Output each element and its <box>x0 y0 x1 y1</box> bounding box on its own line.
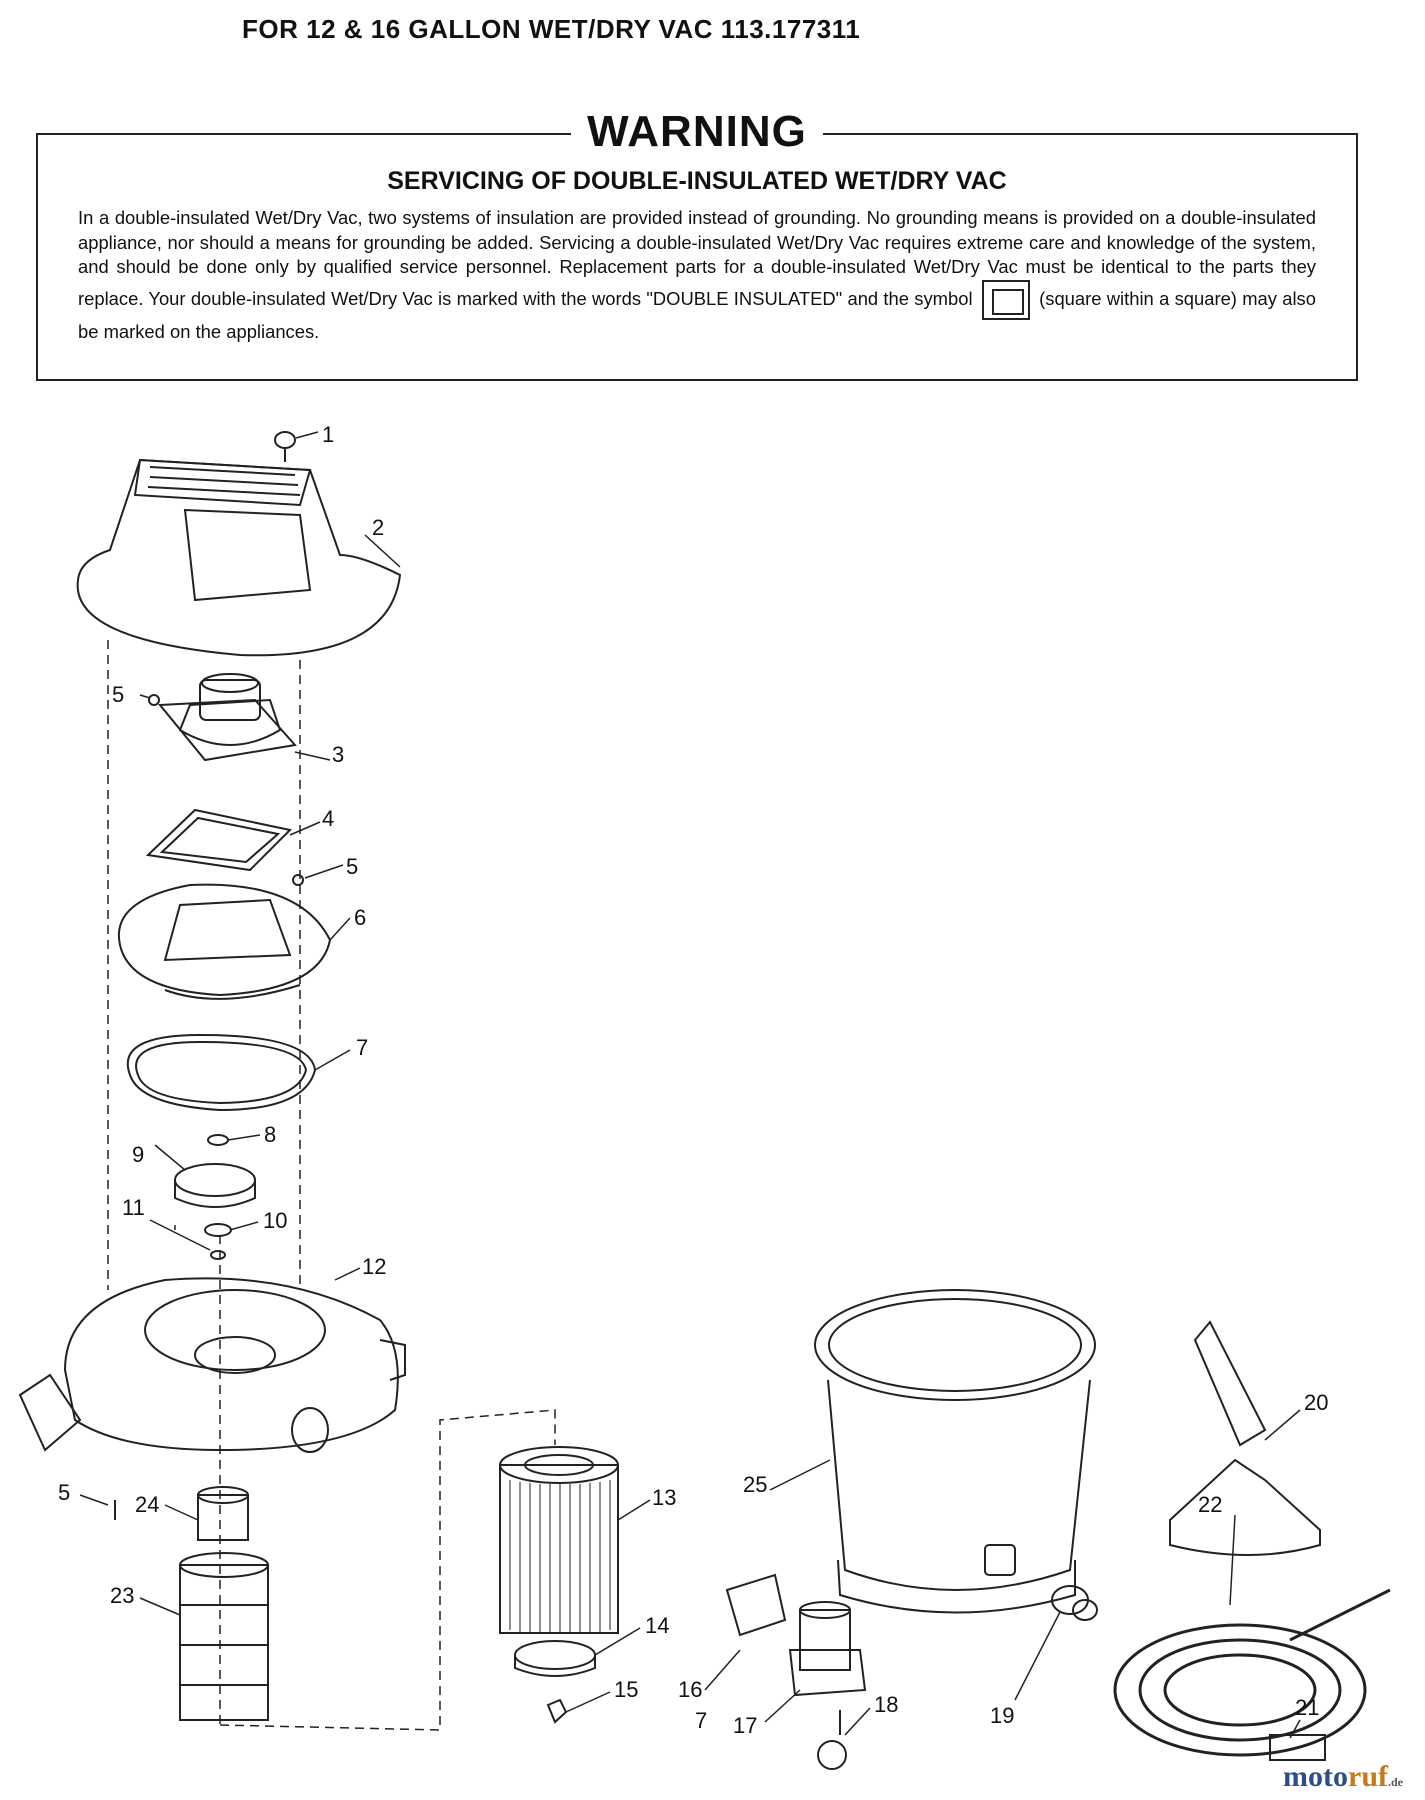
part-6-lid <box>119 885 330 999</box>
label-part-23: 23 <box>110 1583 135 1608</box>
exploded-parts-diagram <box>0 400 1425 1800</box>
label-part-5c: 5 <box>58 1480 71 1505</box>
part-5-screw-upper <box>149 695 159 705</box>
watermark-logo: motoruf.de <box>1283 1760 1403 1793</box>
part-3-motor <box>160 674 295 760</box>
label-part-14: 14 <box>645 1613 670 1638</box>
label-part-2: 2 <box>372 515 385 540</box>
label-part-7a: 7 <box>356 1035 369 1060</box>
label-part-8: 8 <box>264 1122 277 1147</box>
warning-text-1: In a double-insulated Wet/Dry Vac, two systems of insulation are provided instead of grounding. No grounding means is provided on a double-insulated appliance, nor should a means for grounding be added. Servicing a double-insulated Wet/Dry Vac requires extreme care and knowledge of the system, and should be done only by qualified service personnel. Replacement parts for a double-insulated Wet/Dry Vac must be identical to the parts they replace. Your double-insulated Wet/Dry Vac is marked with the words "DOUBLE INSULATED" and the symbol <box>78 207 1316 309</box>
part-18-caster-wheel <box>818 1710 846 1769</box>
warning-body <box>78 206 1316 344</box>
label-part-7b: 7 <box>695 1708 708 1733</box>
part-7-seal-ring <box>128 1035 315 1110</box>
part-4-gasket <box>148 810 290 870</box>
label-part-12: 12 <box>362 1254 387 1279</box>
part-10-washer <box>205 1224 231 1236</box>
part-15-wingnut <box>548 1700 566 1722</box>
part-14-filter-lid <box>515 1641 595 1676</box>
leader-lines <box>80 432 1300 1738</box>
label-part-15: 15 <box>614 1677 639 1702</box>
label-part-18: 18 <box>874 1692 899 1717</box>
double-insulated-symbol-icon <box>982 280 1030 320</box>
part-25-tank <box>815 1290 1095 1613</box>
part-13-cartridge-filter <box>500 1447 618 1634</box>
part-5-screw-middle <box>293 875 303 885</box>
warning-heading: WARNING <box>38 107 1356 157</box>
warning-box <box>36 107 1358 381</box>
label-part-25: 25 <box>743 1472 768 1497</box>
page-title: FOR 12 & 16 GALLON WET/DRY VAC 113.177311 <box>242 14 861 44</box>
label-part-11: 11 <box>122 1195 145 1220</box>
label-part-6: 6 <box>354 905 367 930</box>
part-23-float-cage <box>180 1553 268 1720</box>
label-part-4: 4 <box>322 806 335 831</box>
label-part-17: 17 <box>733 1713 758 1738</box>
part-1-knob <box>275 432 295 462</box>
part-22-hose <box>1115 1590 1390 1755</box>
label-part-9: 9 <box>132 1142 145 1167</box>
warning-text-2: (square within a square) may also be marked on the appliances. <box>78 287 1316 342</box>
label-part-24: 24 <box>135 1492 160 1517</box>
part-9-impeller <box>175 1164 255 1207</box>
part-17-caster-mount <box>790 1602 865 1695</box>
part-2-motor-cover <box>78 460 400 655</box>
part-11-spacer <box>211 1251 225 1259</box>
label-part-3: 3 <box>332 742 345 767</box>
part-12-power-head <box>20 1278 405 1452</box>
label-part-10: 10 <box>263 1208 288 1233</box>
label-part-1: 1 <box>322 422 335 447</box>
label-part-16: 16 <box>678 1677 703 1702</box>
part-24-float <box>198 1487 248 1540</box>
part-8-nut <box>208 1135 228 1145</box>
label-part-22: 22 <box>1198 1492 1223 1517</box>
label-part-5a: 5 <box>112 682 125 707</box>
label-part-21: 21 <box>1295 1695 1320 1720</box>
warning-subheading: SERVICING OF DOUBLE-INSULATED WET/DRY VAC <box>387 167 1007 195</box>
label-part-5b: 5 <box>346 854 359 879</box>
label-part-19: 19 <box>990 1703 1015 1728</box>
label-part-13: 13 <box>652 1485 677 1510</box>
part-16-caster-cap <box>727 1575 785 1635</box>
part-20-floor-nozzle <box>1170 1322 1320 1555</box>
label-part-20: 20 <box>1304 1390 1329 1415</box>
